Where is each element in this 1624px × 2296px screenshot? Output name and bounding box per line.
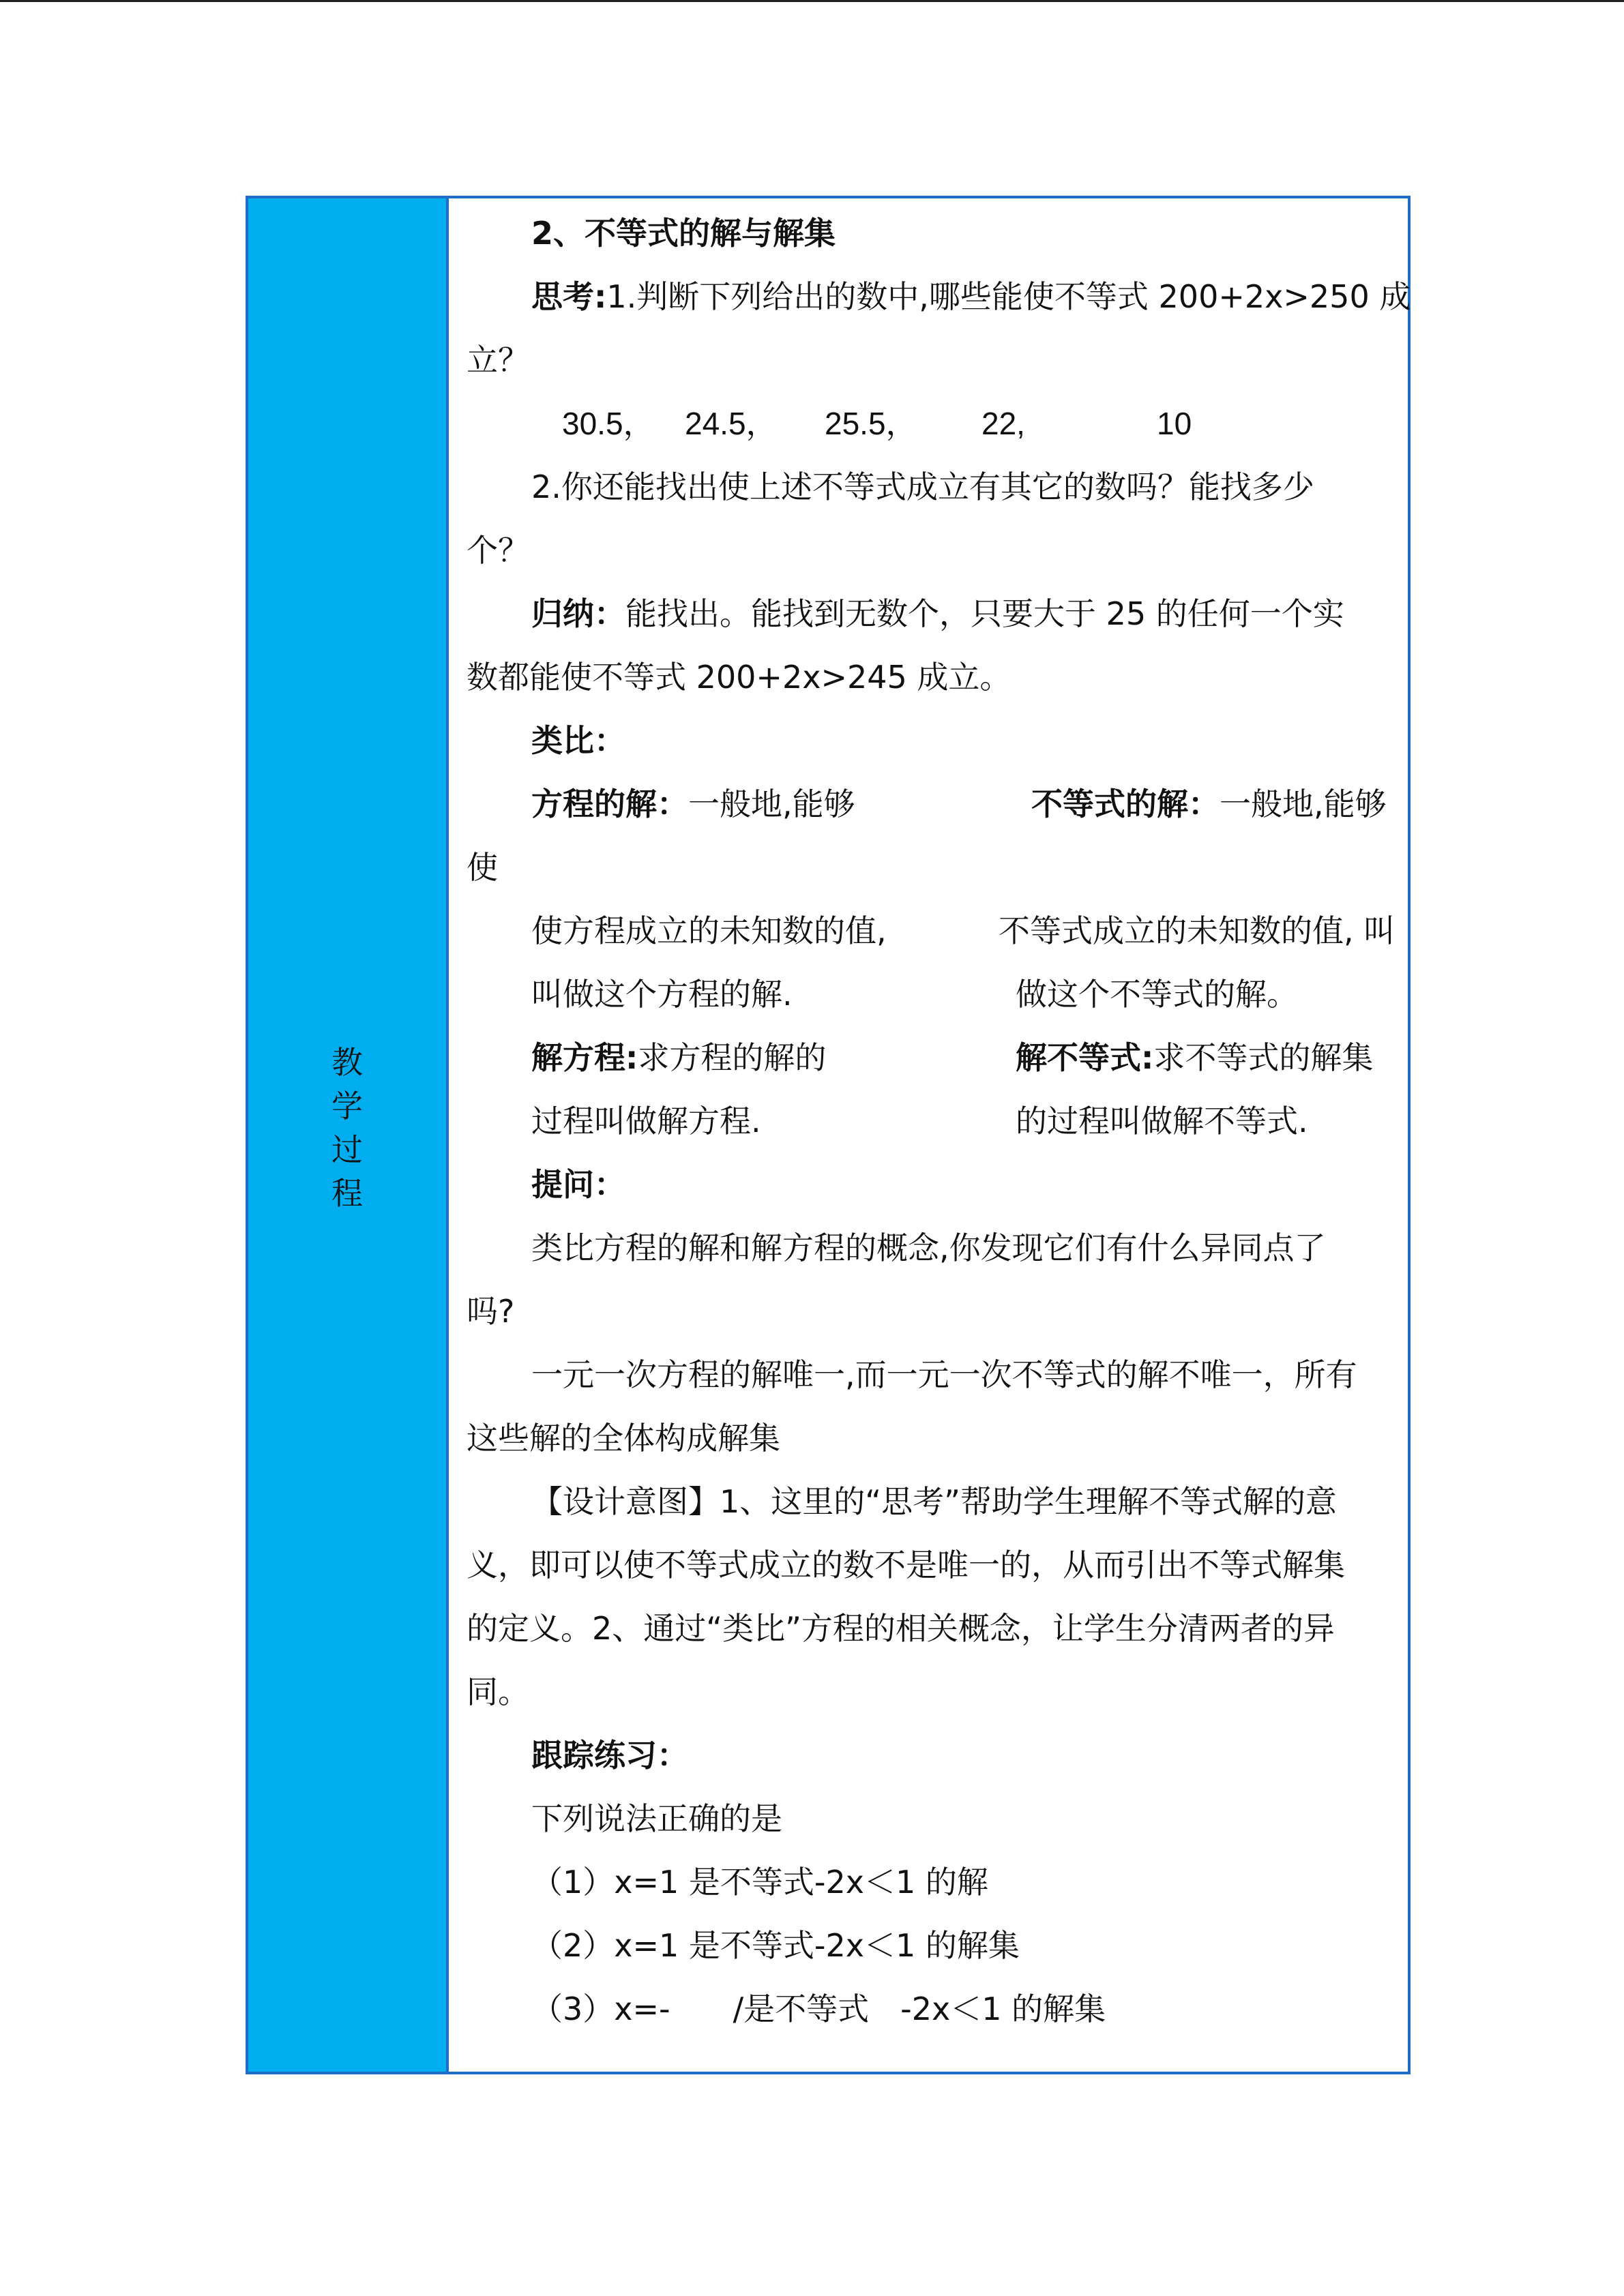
practice-item: （1）x=1 是不等式-2x＜1 的解	[531, 1864, 988, 1900]
number-4: 22,	[981, 406, 1025, 441]
induction-text: 能找出。能找到无数个，只要大于 25 的任何一个实	[625, 595, 1344, 632]
design-line3: 的定义。2、通过“类比”方程的相关概念，让学生分清两者的异	[467, 1610, 1335, 1647]
side-char: 过	[331, 1131, 363, 1168]
analogy-left-line1	[531, 784, 855, 824]
number-1: 30.5，	[562, 406, 655, 441]
inequality-solution-label: 不等式的解：	[1031, 786, 1220, 822]
solve-equation-line2: 过程叫做解方程.	[531, 1103, 761, 1139]
induction-label: 归纳：	[531, 595, 625, 632]
sidebar-cell	[248, 198, 449, 2072]
solve-equation-line1	[531, 1037, 826, 1078]
side-char: 程	[331, 1175, 363, 1212]
answer-line2: 这些解的全体构成解集	[467, 1420, 780, 1457]
practice-label: 跟踪练习：	[531, 1737, 688, 1774]
solve-equation-label: 解方程:	[531, 1039, 638, 1076]
solve-inequality-label: 解不等式:	[1016, 1039, 1154, 1076]
analogy-left-line2: 使方程成立的未知数的值,	[531, 912, 887, 949]
lesson-table	[246, 196, 1411, 2074]
answer-line1: 一元一次方程的解唯一,而一元一次不等式的解不唯一，所有	[531, 1356, 1357, 1393]
equation-solution-text: 一般地,能够	[688, 786, 855, 822]
design-line4: 同。	[467, 1673, 529, 1710]
think-q2-line1: 2.你还能找出使上述不等式成立有其它的数吗？能找多少	[531, 468, 1314, 505]
number-3: 25.5，	[825, 406, 917, 441]
number-5: 10	[1157, 406, 1192, 441]
equation-solution-label: 方程的解：	[531, 786, 688, 822]
question-line1: 类比方程的解和解方程的概念,你发现它们有什么异同点了	[531, 1229, 1326, 1266]
induction-line2: 数都能使不等式 200+2x>245 成立。	[467, 659, 1012, 696]
design-line1: 【设计意图】1、这里的“思考”帮助学生理解不等式解的意	[531, 1483, 1337, 1520]
analogy-right-line1	[1031, 784, 1387, 824]
think-q1-line1	[531, 276, 1411, 317]
number-2: 24.5，	[685, 406, 778, 441]
think-q2-line2: 个？	[467, 532, 529, 569]
analogy-label: 类比：	[531, 722, 625, 759]
solve-inequality-line2: 的过程叫做解不等式.	[1016, 1103, 1308, 1139]
page-top-rule	[0, 0, 1624, 2]
side-char: 教	[331, 1044, 363, 1081]
practice-prompt: 下列说法正确的是	[531, 1800, 782, 1837]
question-label: 提问：	[531, 1166, 625, 1203]
analogy-right-line2: 不等式成立的未知数的值, 叫	[999, 912, 1396, 949]
solve-inequality-text: 求不等式的解集	[1153, 1039, 1374, 1076]
section-title: 2、不等式的解与解集	[531, 215, 836, 252]
think-q1-text: 1.判断下列给出的数中,哪些能使不等式 200+2x>250 成	[606, 278, 1411, 315]
think-q1-line2: 立？	[467, 342, 529, 378]
analogy-wrap: 使	[467, 849, 498, 886]
solve-inequality-line1	[1016, 1037, 1373, 1078]
question-line2: 吗?	[467, 1293, 515, 1330]
analogy-left-line3: 叫做这个方程的解.	[531, 976, 793, 1013]
teaching-process-label	[248, 1041, 446, 1215]
analogy-right-line3: 做这个不等式的解。	[1016, 976, 1298, 1013]
think-label: 思考:	[531, 278, 607, 315]
practice-item: （3）x=- /是不等式 -2x＜1 的解集	[531, 1991, 1106, 2027]
practice-item: （2）x=1 是不等式-2x＜1 的解集	[531, 1927, 1020, 1964]
design-line2: 义，即可以使不等式成立的数不是唯一的，从而引出不等式解集	[467, 1547, 1345, 1583]
solve-equation-text: 求方程的解的	[638, 1039, 827, 1076]
induction-line1	[531, 593, 1344, 634]
inequality-solution-text: 一般地,能够	[1220, 786, 1387, 822]
side-char: 学	[331, 1088, 363, 1124]
